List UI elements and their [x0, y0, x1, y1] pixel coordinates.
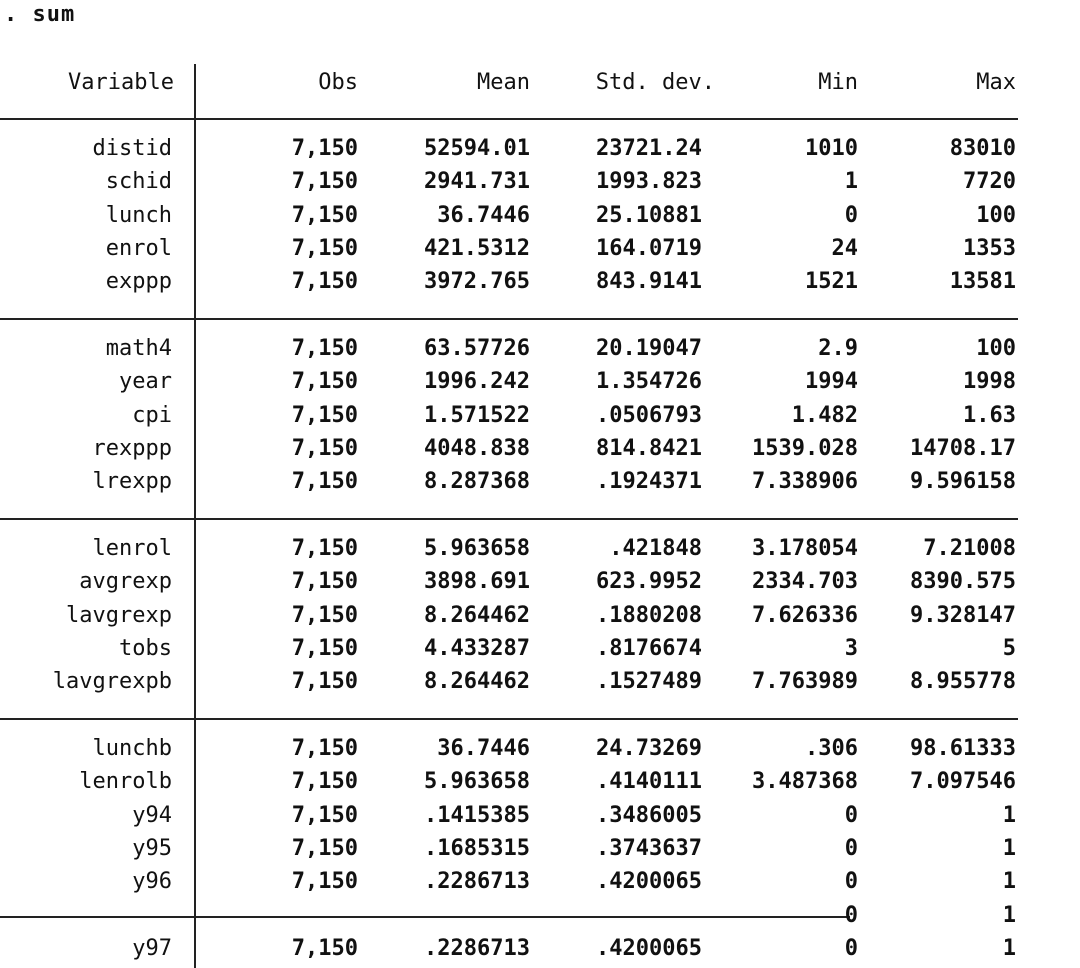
table-cell-mean: 8.287368 [424, 469, 530, 495]
table-cell-mean: 8.264462 [424, 602, 530, 628]
table-cell-min: 2334.703 [752, 569, 858, 595]
table-cell-max: 7720 [963, 169, 1016, 195]
table-cell-obs: 7,150 [291, 202, 358, 228]
table-cell-obs: 7,150 [291, 569, 358, 595]
header-sd: Std. dev. [595, 70, 715, 95]
table-cell-variable: tobs [119, 635, 172, 661]
table-cell-mean: 36.7446 [437, 202, 530, 228]
table-cell-variable: y94 [132, 802, 172, 828]
table-row-y97-mean: .2286713 [424, 936, 530, 961]
table-cell-max: 83010 [949, 136, 1016, 161]
table-cell-sd: .1527489 [596, 669, 702, 695]
table-vertical-divider [194, 64, 196, 968]
table-row-y97-obs: 7,150 [291, 936, 358, 961]
table-cell-sd: 20.19047 [596, 336, 702, 361]
table-cell-mean: .1685315 [424, 835, 530, 861]
table-cell-max: 8.955778 [910, 669, 1016, 695]
group-divider-1 [0, 318, 1018, 320]
table-cell-mean: .2286713 [424, 869, 530, 895]
table-cell-variable: year [119, 369, 172, 395]
table-cell-max: 7.097546 [910, 769, 1016, 795]
table-cell-max: 9.328147 [910, 602, 1016, 628]
table-cell-max: 1 [1002, 869, 1016, 895]
table-cell-obs: 7,150 [291, 269, 358, 295]
table-cell-sd: .3743637 [596, 835, 702, 861]
table-cell-min: 1.482 [791, 402, 858, 428]
table-cell-variable: y96 [132, 869, 172, 895]
table-cell-max: 1 [1002, 835, 1016, 861]
table-cell-sd: .421848 [609, 536, 702, 561]
table-cell-min: 0 [844, 202, 858, 228]
table-cell-mean: 421.5312 [424, 235, 530, 261]
table-cell-max: 100 [976, 336, 1016, 361]
table-cell-sd: 24.73269 [596, 736, 702, 761]
table-cell-max: 98.61333 [910, 736, 1016, 761]
table-cell-variable: lavgrexpb [52, 669, 172, 695]
header-obs: Obs [318, 70, 358, 95]
table-row-y97-sd: .4200065 [596, 936, 702, 961]
table-cell-mean: 5.963658 [424, 536, 530, 561]
table-cell-sd: 23721.24 [596, 136, 702, 161]
table-cell-obs: 7,150 [291, 669, 358, 695]
table-cell-sd: .0506793 [596, 402, 702, 428]
table-cell-sd: 623.9952 [596, 569, 702, 595]
table-cell-sd: 25.10881 [596, 202, 702, 228]
table-cell-mean: 4048.838 [424, 435, 530, 461]
table-cell-min: 3.487368 [752, 769, 858, 795]
table-cell-obs: 7,150 [291, 402, 358, 428]
header-variable: Variable [68, 70, 174, 95]
table-cell-max: 1353 [963, 235, 1016, 261]
table-cell-obs: 7,150 [291, 869, 358, 895]
header-mean: Mean [477, 70, 530, 95]
table-cell-max: 100 [976, 202, 1016, 228]
table-cell-variable: exppp [105, 269, 172, 295]
group-divider-2 [0, 518, 1018, 520]
table-cell-variable: lunchb [92, 736, 172, 761]
table-cell-obs: 7,150 [291, 369, 358, 395]
table-cell-mean: 8.264462 [424, 669, 530, 695]
table-cell-obs: 7,150 [291, 635, 358, 661]
table-cell-sd: .4200065 [596, 869, 702, 895]
table-cell-mean: 2941.731 [424, 169, 530, 195]
table-cell-obs: 7,150 [291, 136, 358, 161]
table-cell-variable: math4 [105, 336, 172, 361]
table-cell-sd: 843.9141 [596, 269, 702, 295]
table-cell-variable: enrol [105, 235, 172, 261]
table-cell-sd: .3486005 [596, 802, 702, 828]
table-cell-variable: distid [92, 136, 172, 161]
table-cell-variable: schid [105, 169, 172, 195]
table-cell-obs: 7,150 [291, 736, 358, 761]
table-cell-sd: .8176674 [596, 635, 702, 661]
table-cell-obs: 7,150 [291, 235, 358, 261]
table-cell-min: 1521 [805, 269, 858, 295]
table-cell-min: 24 [831, 235, 858, 261]
table-row-y97-max: 1 [1002, 936, 1016, 961]
table-cell-max: 9.596158 [910, 469, 1016, 495]
table-cell-obs: 7,150 [291, 336, 358, 361]
table-cell-sd: .4140111 [596, 769, 702, 795]
table-cell-min: 1010 [805, 136, 858, 161]
table-cell-mean: 63.57726 [424, 336, 530, 361]
table-cell-variable: y95 [132, 835, 172, 861]
table-cell-obs: 7,150 [291, 469, 358, 495]
table-cell-mean: 3972.765 [424, 269, 530, 295]
table-cell-max: 5 [1002, 635, 1016, 661]
table-cell-variable: lrexpp [92, 469, 172, 495]
table-cell-obs: 7,150 [291, 769, 358, 795]
header-min: Min [818, 70, 858, 95]
table-cell-mean: 1996.242 [424, 369, 530, 395]
table-cell-max: 1.63 [963, 402, 1016, 428]
table-cell-variable: lenrolb [79, 769, 172, 795]
table-cell-variable: avgrexp [79, 569, 172, 595]
table-cell-max: 7.21008 [923, 536, 1016, 561]
table-cell-mean: 52594.01 [424, 136, 530, 161]
table-cell-max: 13581 [949, 269, 1016, 295]
table-cell-min: 7.763989 [752, 669, 858, 695]
table-cell-variable: cpi [132, 402, 172, 428]
table-cell-mean: 5.963658 [424, 769, 530, 795]
table-cell-max: 8390.575 [910, 569, 1016, 595]
table-cell-max: 1 [1002, 802, 1016, 828]
table-cell-mean: 4.433287 [424, 635, 530, 661]
header-max: Max [976, 70, 1016, 95]
table-cell-variable: lavgrexp [66, 602, 172, 628]
table-cell-min: 2.9 [818, 336, 858, 361]
table-cell-sd: 164.0719 [596, 235, 702, 261]
table-cell-variable: lunch [105, 202, 172, 228]
overlap-row-max: 1 [1002, 903, 1016, 928]
table-cell-max: 1998 [963, 369, 1016, 395]
table-cell-min: 1539.028 [752, 435, 858, 461]
table-row-y97-min: 0 [844, 936, 858, 961]
table-cell-min: 0 [844, 802, 858, 828]
table-cell-mean: 3898.691 [424, 569, 530, 595]
table-cell-sd: 1993.823 [596, 169, 702, 195]
table-cell-obs: 7,150 [291, 536, 358, 561]
table-cell-sd: 1.354726 [596, 369, 702, 395]
table-cell-min: 3.178054 [752, 536, 858, 561]
table-cell-sd: .1924371 [596, 469, 702, 495]
table-cell-mean: .1415385 [424, 802, 530, 828]
table-cell-min: 0 [844, 869, 858, 895]
table-cell-min: 0 [844, 835, 858, 861]
table-row-y97-variable: y97 [132, 936, 172, 961]
table-cell-obs: 7,150 [291, 435, 358, 461]
table-header-divider [0, 118, 1018, 120]
table-cell-sd: .1880208 [596, 602, 702, 628]
table-cell-obs: 7,150 [291, 802, 358, 828]
table-cell-mean: 36.7446 [437, 736, 530, 761]
table-cell-sd: 814.8421 [596, 435, 702, 461]
table-cell-obs: 7,150 [291, 602, 358, 628]
table-cell-obs: 7,150 [291, 169, 358, 195]
table-cell-variable: lenrol [92, 536, 172, 561]
table-cell-min: 1 [844, 169, 858, 195]
table-cell-variable: rexppp [92, 435, 172, 461]
table-cell-min: 7.626336 [752, 602, 858, 628]
table-cell-obs: 7,150 [291, 835, 358, 861]
table-cell-mean: 1.571522 [424, 402, 530, 428]
table-cell-min: 1994 [805, 369, 858, 395]
group-divider-3 [0, 718, 1018, 720]
table-cell-min: .306 [805, 736, 858, 761]
table-cell-min: 3 [844, 635, 858, 661]
table-cell-max: 14708.17 [910, 435, 1016, 461]
overlap-row-min: 0 [844, 903, 858, 928]
table-cell-min: 7.338906 [752, 469, 858, 495]
command-line: . sum [4, 2, 76, 27]
